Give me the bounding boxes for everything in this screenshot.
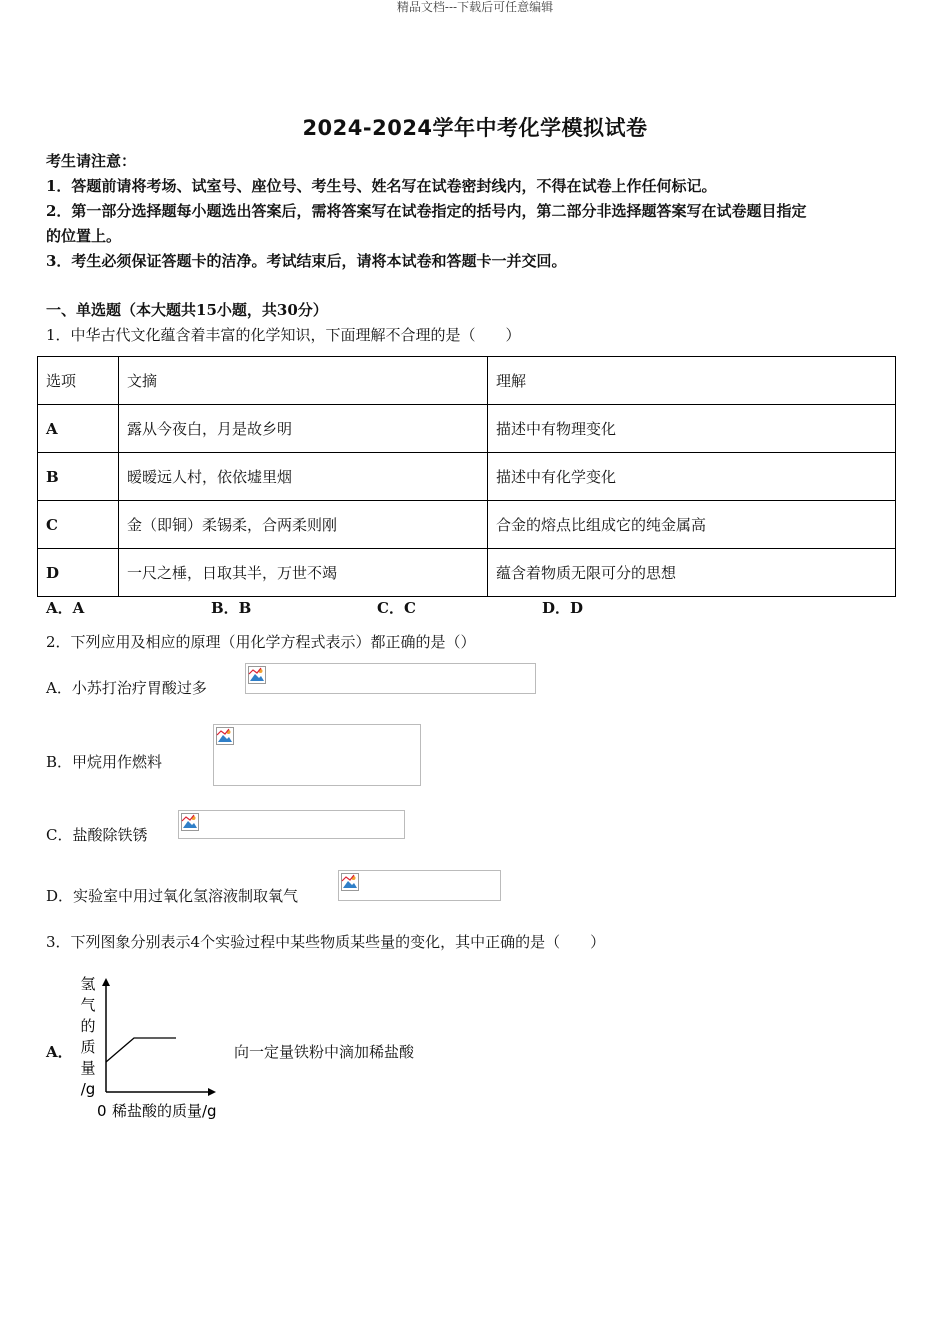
- notice-item-3: 3．考生必须保证答题卡的洁净。考试结束后，请将本试卷和答题卡一并交回。: [46, 252, 567, 270]
- q2-option-d-image: [338, 870, 501, 901]
- table-cell: 一尺之棰，日取其半，万世不竭: [119, 549, 488, 597]
- table-header-cell: 选项: [38, 357, 119, 405]
- q2-option-c: C．盐酸除铁锈: [46, 826, 148, 844]
- table-row: [38, 501, 896, 549]
- y-axis-label-char: 气: [80, 996, 96, 1014]
- table-cell: 合金的熔点比组成它的纯金属高: [488, 501, 896, 549]
- table-row: [38, 405, 896, 453]
- q1-table: [37, 356, 896, 597]
- table-cell: 描述中有物理变化: [488, 405, 896, 453]
- broken-image-icon: [216, 727, 234, 745]
- q1-option-c: C．C: [377, 599, 416, 617]
- q3-chart-a: [70, 970, 240, 1125]
- table-cell: 金（即铜）柔锡柔，合两柔则刚: [119, 501, 488, 549]
- table-cell: 描述中有化学变化: [488, 453, 896, 501]
- y-axis-label-char: 氢: [80, 975, 96, 993]
- series-line: [106, 1038, 176, 1062]
- notice-item-2b: 的位置上。: [46, 227, 122, 245]
- x-axis-label: 稀盐酸的质量/g: [112, 1102, 217, 1120]
- table-cell: A: [38, 405, 119, 453]
- notice-item-1: 1．答题前请将考场、试室号、座位号、考生号、姓名写在试卷密封线内，不得在试卷上作任何标记。: [46, 177, 717, 195]
- table-cell: 暧暧远人村，依依墟里烟: [119, 453, 488, 501]
- table-row: [38, 453, 896, 501]
- notice-item-2a: 2．第一部分选择题每小题选出答案后，需将答案写在试卷指定的括号内，第二部分非选择题答案写在试卷题目指定: [46, 202, 807, 220]
- table-header-cell: 文摘: [119, 357, 488, 405]
- y-axis-arrow: [102, 978, 110, 986]
- page-title: 2024-2024学年中考化学模拟试卷: [302, 116, 648, 140]
- table-cell: B: [38, 453, 119, 501]
- q2-stem: 2．下列应用及相应的原理（用化学方程式表示）都正确的是（）: [46, 633, 476, 651]
- x-axis-arrow: [208, 1088, 216, 1096]
- q2-option-d: D．实验室中用过氧化氢溶液制取氧气: [46, 887, 299, 905]
- q1-option-d: D．D: [542, 599, 584, 617]
- table-header-cell: 理解: [488, 357, 896, 405]
- origin-label: 0: [97, 1102, 107, 1120]
- q2-option-a: A．小苏打治疗胃酸过多: [46, 679, 207, 697]
- table-cell: C: [38, 501, 119, 549]
- y-axis-label-char: /g: [80, 1080, 96, 1098]
- q1-option-a: A．A: [46, 599, 85, 617]
- q2-option-b: B．甲烷用作燃料: [46, 753, 163, 771]
- y-axis-label-char: 量: [80, 1059, 96, 1077]
- broken-image-icon: [248, 666, 266, 684]
- q2-option-c-image: [178, 810, 405, 839]
- q3-option-a: A．: [46, 1043, 73, 1061]
- table-cell: 露从今夜白，月是故乡明: [119, 405, 488, 453]
- section-heading: 一、单选题（本大题共15小题，共30分）: [46, 301, 328, 319]
- y-axis-label-char: 质: [80, 1038, 96, 1056]
- broken-image-icon: [181, 813, 199, 831]
- table-cell: 蕴含着物质无限可分的思想: [488, 549, 896, 597]
- broken-image-icon: [341, 873, 359, 891]
- q1-option-b: B．B: [211, 599, 252, 617]
- table-header-row: [38, 357, 896, 405]
- q2-option-a-image: [245, 663, 536, 694]
- q1-stem: 1．中华古代文化蕴含着丰富的化学知识，下面理解不合理的是（ ）: [46, 326, 521, 344]
- table-cell: D: [38, 549, 119, 597]
- table-row: [38, 549, 896, 597]
- q3-stem: 3．下列图象分别表示4个实验过程中某些物质某些量的变化，其中正确的是（ ）: [46, 933, 606, 951]
- notice-heading: 考生请注意：: [46, 152, 137, 170]
- q2-option-b-image: [213, 724, 421, 786]
- y-axis-label-char: 的: [80, 1017, 96, 1035]
- page-header: 精品文档---下载后可任意编辑: [396, 0, 554, 14]
- q3-option-a-description: 向一定量铁粉中滴加稀盐酸: [234, 1043, 415, 1061]
